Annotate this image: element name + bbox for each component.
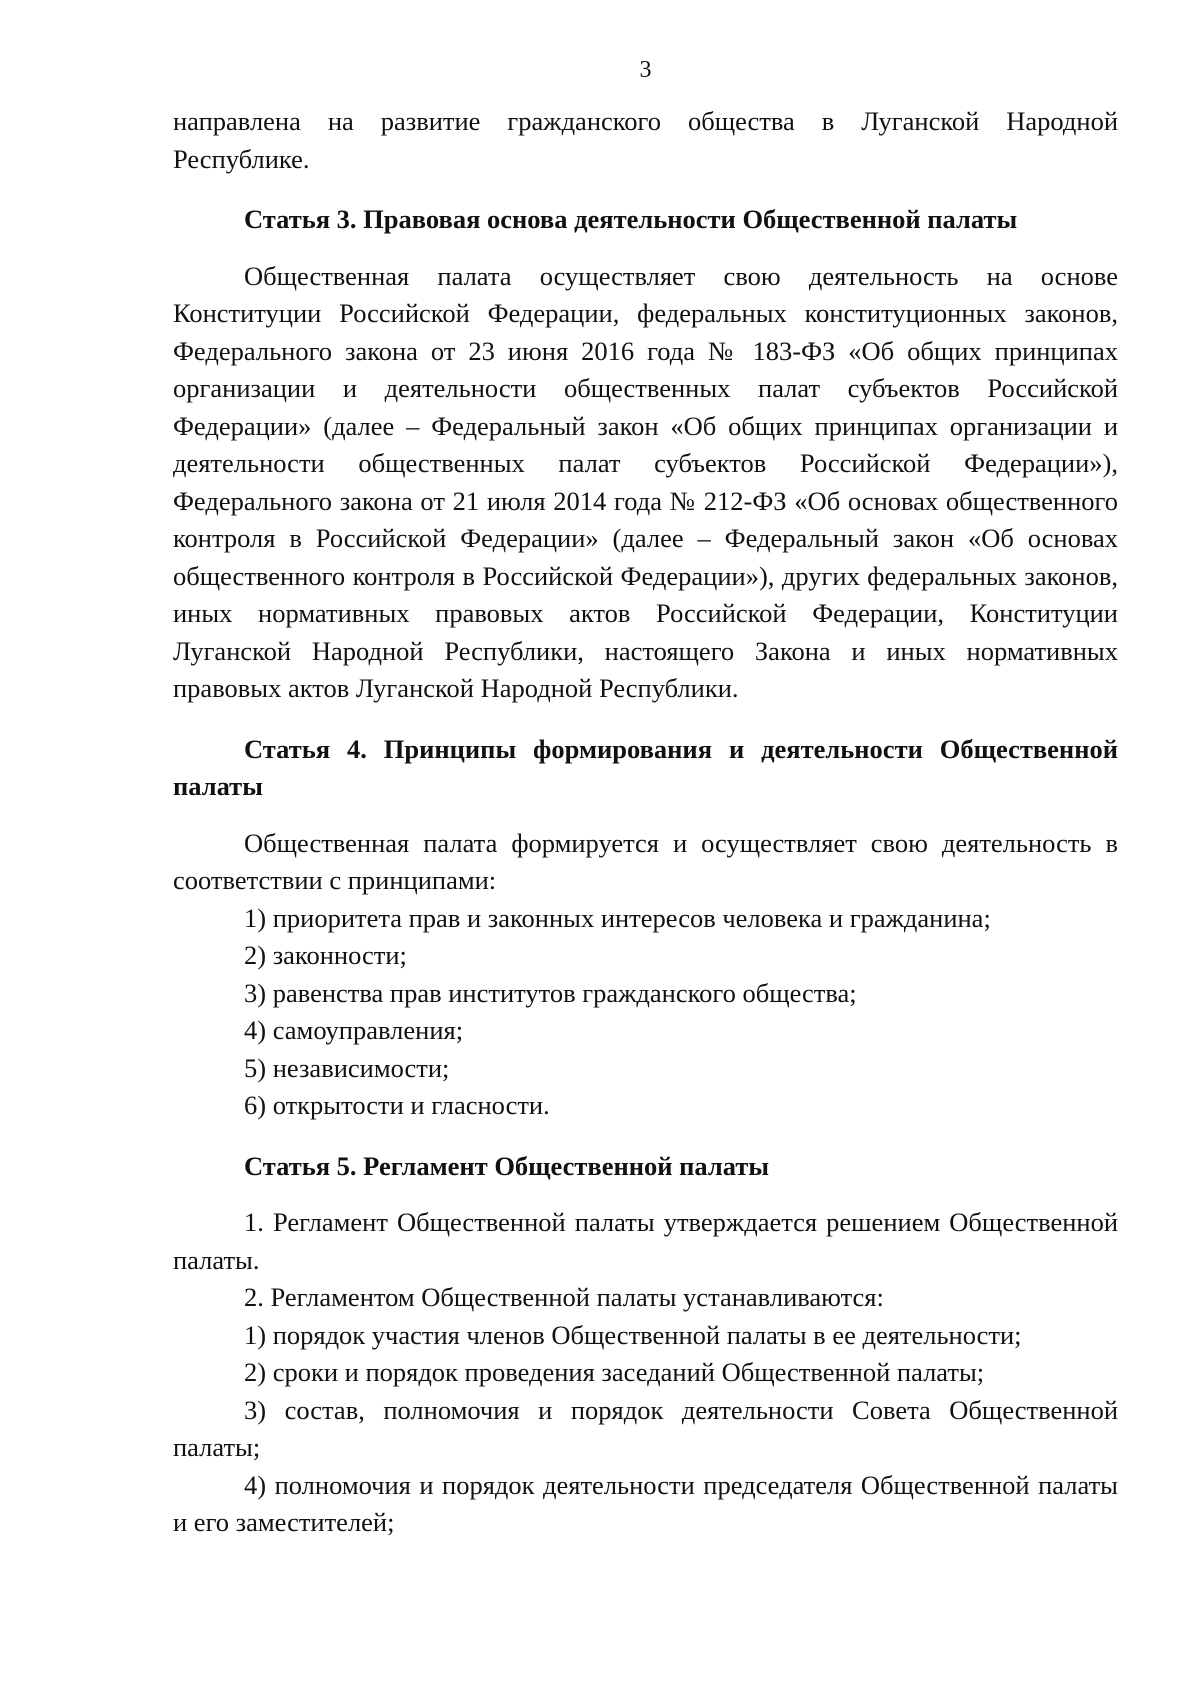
article-5-item: 1) порядок участия членов Общественной палаты в ее деятельности; bbox=[244, 1319, 1022, 1350]
document-page bbox=[173, 52, 1118, 1542]
article-4-item: 3) равенства прав институтов гражданского общества; bbox=[244, 977, 857, 1008]
article-4-item: 2) законности; bbox=[244, 940, 407, 970]
article-3-title: Статья 3. Правовая основа деятельности Общественной палаты bbox=[244, 204, 1018, 234]
page-number: 3 bbox=[639, 57, 652, 83]
article-4-item: 1) приоритета прав и законных интересов человека и гражданина; bbox=[244, 902, 991, 933]
article-5-para-1: 1. Регламент Общественной палаты утверждается решением Общественной палаты. bbox=[173, 1207, 1118, 1275]
article-4-title: Статья 4. Принципы формирования и деятельности Общественной палаты bbox=[173, 733, 1118, 801]
article-5-item: 4) полномочия и порядок деятельности председателя Общественной палаты и его заместителей; bbox=[173, 1469, 1118, 1537]
article-5-para-2: 2. Регламентом Общественной палаты устанавливаются: bbox=[244, 1282, 884, 1312]
article-4-item: 6) открытости и гласности. bbox=[244, 1090, 550, 1120]
intro-continuation: направлена на развитие гражданского общества в Луганской Народной Республике. bbox=[173, 106, 1118, 174]
article-5-title: Статья 5. Регламент Общественной палаты bbox=[244, 1150, 770, 1181]
article-4-item: 5) независимости; bbox=[244, 1052, 450, 1083]
article-5-item: 2) сроки и порядок проведения заседаний Общественной палаты; bbox=[244, 1357, 985, 1387]
article-4-intro: Общественная палата формируется и осуществляет свою деятельность в соответствии с принципами: bbox=[173, 827, 1118, 895]
article-3-text: Общественная палата осуществляет свою деятельность на основе Конституции Российской Федерации, федеральных конституционных законов, Федерального закона от 23 июня 2016 года № 183-ФЗ «Об общих принципах организации и деятельности общественных палат субъектов Российской Федерации» (далее – Федеральный закон «Об общих принципах организации и деятельности общественных палат субъектов Российской Федерации»), Федерального закона от 21 июля 2014 года № 212-ФЗ «Об основах общественного контроля в Российской Федерации» (далее – Федеральный закон «Об основах общественного контроля в Российской Федерации»), других федеральных законов, иных нормативных правовых актов Российской Федерации, Конституции Луганской Народной Республики, настоящего Закона и иных нормативных правовых актов Луганской Народной Республики. bbox=[173, 260, 1118, 703]
article-4-item: 4) самоуправления; bbox=[244, 1015, 464, 1045]
article-5-item: 3) состав, полномочия и порядок деятельности Совета Общественной палаты; bbox=[173, 1394, 1118, 1462]
